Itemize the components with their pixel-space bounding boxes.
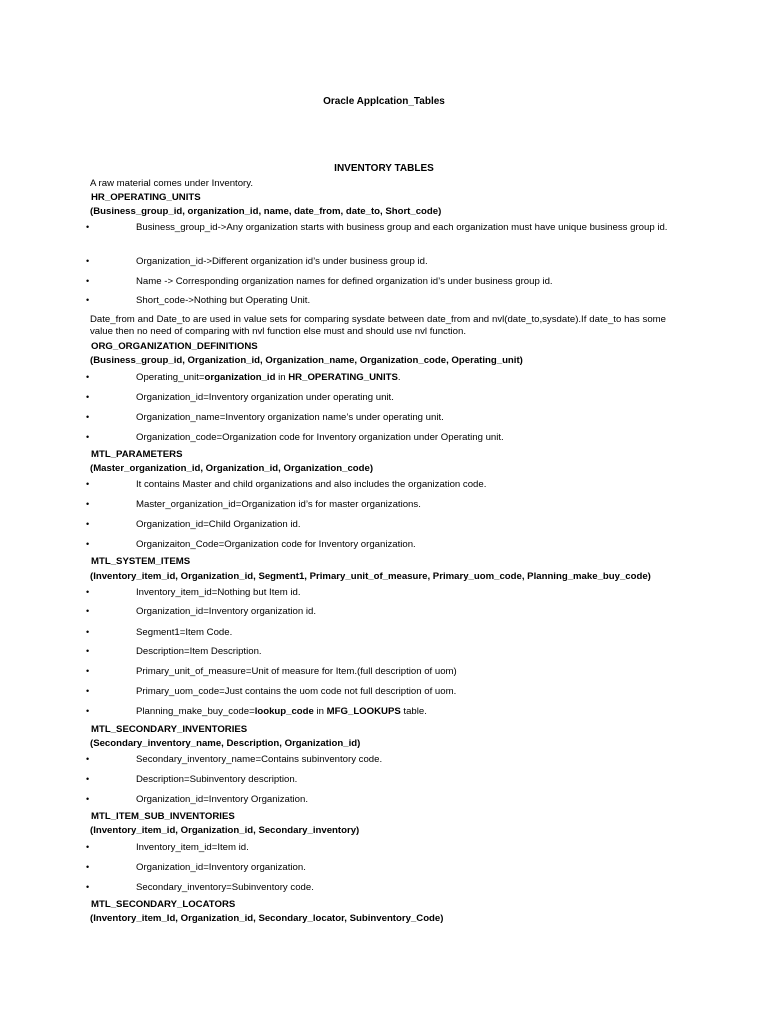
bullet-icon: • xyxy=(86,754,90,764)
bullet-icon: • xyxy=(86,606,90,616)
bullet-icon: • xyxy=(86,499,90,509)
bullet-icon: • xyxy=(86,295,90,305)
bullet-icon: • xyxy=(86,706,90,716)
table-name-mtl-parameters: MTL_PARAMETERS xyxy=(91,449,183,460)
intro-text: A raw material comes under Inventory. xyxy=(90,178,253,189)
note-paragraph: Date_from and Date_to are used in value sets for comparing sysdate between date_from and nvl(date_to,sysdate).If date_to has some value then no need of comparing with nvl function else must and should use nvl function. xyxy=(90,314,666,337)
list-item: • Primary_uom_code=Just contains the uom code not full description of uom. xyxy=(86,686,457,697)
bullet-icon: • xyxy=(86,432,90,442)
list-item: • Description=Item Description. xyxy=(86,646,262,657)
table-columns-mtl-parameters: (Master_organization_id, Organization_id, Organization_code) xyxy=(90,463,374,474)
bullet-icon: • xyxy=(86,794,90,804)
bullet-icon: • xyxy=(86,862,90,872)
table-columns-mtl-secondary-locators: (Inventory_item_Id, Organization_id, Secondary_locator, Subinventory_Code) xyxy=(90,913,444,924)
list-item: • Segment1=Item Code. xyxy=(86,627,233,638)
table-columns-mtl-system-items: (Inventory_item_id, Organization_id, Segment1, Primary_unit_of_measure, Primary_uom_code, Planning_make_buy_code) xyxy=(90,571,651,582)
list-item: • Short_code->Nothing but Operating Unit. xyxy=(86,295,311,306)
table-name-mtl-item-sub-inventories: MTL_ITEM_SUB_INVENTORIES xyxy=(91,811,235,822)
list-item: • Organization_name=Inventory organization name’s under operating unit. xyxy=(86,412,444,423)
list-item: • Description=Subinventory description. xyxy=(86,774,298,785)
bullet-icon: • xyxy=(86,646,90,656)
section-title: INVENTORY TABLES xyxy=(334,163,434,174)
list-item: • Name -> Corresponding organization names for defined organization id’s under business group id. xyxy=(86,276,553,287)
list-item: • Organization_code=Organization code for Inventory organization under Operating unit. xyxy=(86,432,504,443)
bullet-icon: • xyxy=(86,392,90,402)
list-item: • Organization_id->Different organization id’s under business group id. xyxy=(86,256,428,267)
bullet-icon: • xyxy=(86,882,90,892)
list-item: • Organization_id=Child Organization id. xyxy=(86,519,301,530)
bullet-icon: • xyxy=(86,627,90,637)
table-columns-org-organization-definitions: (Business_group_id, Organization_id, Organization_name, Organization_code, Operating_unit) xyxy=(90,355,523,366)
list-item: • Primary_unit_of_measure=Unit of measure for Item.(full description of uom) xyxy=(86,666,457,677)
bullet-icon: • xyxy=(86,539,90,549)
bullet-icon: • xyxy=(86,842,90,852)
table-name-hr-operating-units: HR_OPERATING_UNITS xyxy=(91,192,201,203)
table-name-mtl-system-items: MTL_SYSTEM_ITEMS xyxy=(91,556,191,567)
bullet-icon: • xyxy=(86,686,90,696)
list-item: • Organization_id=Inventory organization. xyxy=(86,862,306,873)
bullet-icon: • xyxy=(86,372,90,382)
table-columns-mtl-secondary-inventories: (Secondary_inventory_name, Description, Organization_id) xyxy=(90,738,361,749)
bullet-icon: • xyxy=(86,256,90,266)
list-item: • Business_group_id->Any organization starts with business group and each organization must have unique business group id. xyxy=(86,222,668,233)
list-item: • Inventory_item_id=Item id. xyxy=(86,842,249,853)
table-columns-hr-operating-units: (Business_group_id, organization_id, name, date_from, date_to, Short_code) xyxy=(90,206,442,217)
list-item: • Organization_id=Inventory organization under operating unit. xyxy=(86,392,394,403)
bullet-icon: • xyxy=(86,666,90,676)
bullet-icon: • xyxy=(86,276,90,286)
list-item: • It contains Master and child organizations and also includes the organization code. xyxy=(86,479,487,490)
bullet-icon: • xyxy=(86,412,90,422)
table-name-mtl-secondary-locators: MTL_SECONDARY_LOCATORS xyxy=(91,899,236,910)
list-item: • Organization_id=Inventory organization id. xyxy=(86,606,316,617)
document-title: Oracle Applcation_Tables xyxy=(323,96,445,107)
list-item: • Secondary_inventory=Subinventory code. xyxy=(86,882,314,893)
table-name-org-organization-definitions: ORG_ORGANIZATION_DEFINITIONS xyxy=(91,341,258,352)
bullet-icon: • xyxy=(86,774,90,784)
list-item: • Secondary_inventory_name=Contains subinventory code. xyxy=(86,754,383,765)
list-item: • Planning_make_buy_code=lookup_code in MFG_LOOKUPS table. xyxy=(86,706,427,717)
list-item: • Organization_id=Inventory Organization. xyxy=(86,794,308,805)
bullet-icon: • xyxy=(86,222,90,232)
bullet-icon: • xyxy=(86,479,90,489)
table-name-mtl-secondary-inventories: MTL_SECONDARY_INVENTORIES xyxy=(91,724,248,735)
table-columns-mtl-item-sub-inventories: (Inventory_item_id, Organization_id, Secondary_inventory) xyxy=(90,825,360,836)
list-item: • Operating_unit=organization_id in HR_OPERATING_UNITS. xyxy=(86,372,401,383)
bullet-icon: • xyxy=(86,519,90,529)
bullet-icon: • xyxy=(86,587,90,597)
list-item: • Master_organization_id=Organization id’s for master organizations. xyxy=(86,499,421,510)
list-item: • Organizaiton_Code=Organization code for Inventory organization. xyxy=(86,539,416,550)
list-item: • Inventory_item_id=Nothing but Item id. xyxy=(86,587,301,598)
